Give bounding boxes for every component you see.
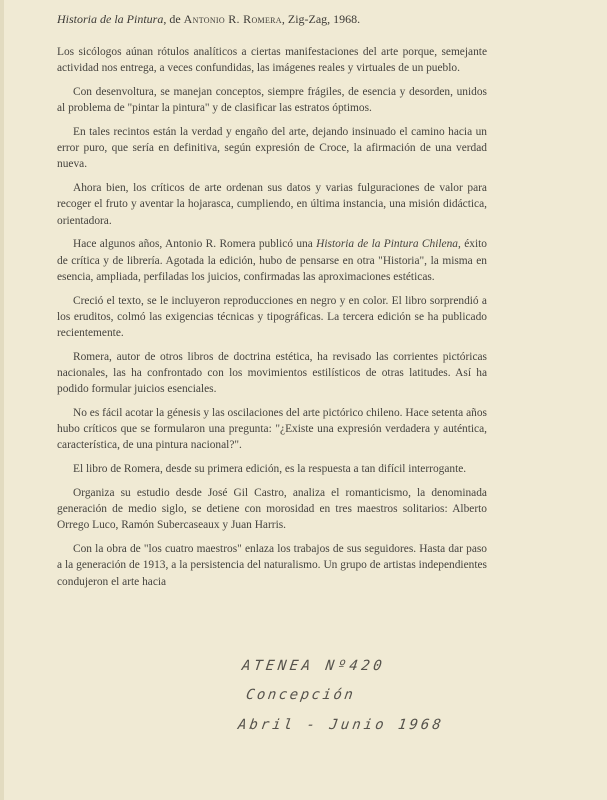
paragraph-5-title: Historia de la Pintura Chilena: [316, 238, 459, 251]
paragraph-3: En tales recintos están la verdad y engaño del arte, dejando insinuado el camino hacia un error puro, que sería en definitiva, según expresión de Croce, la afirmación de una verdad nueva.: [57, 126, 487, 171]
paragraph-4: Ahora bien, los críticos de arte ordenan sus datos y varias fulguraciones de valor para recoger el fruto y aventar la hojarasca, cumpliendo, en última instancia, una misión didáctica, orientadora.: [57, 182, 487, 227]
book-author: Antonio R. Romera: [183, 12, 282, 26]
handwritten-annotation: [236, 658, 496, 733]
annotation-date: Abril - Junio 1968: [236, 717, 445, 733]
paragraph-5: [57, 236, 487, 285]
annotation-journal: ATENEA Nº420: [240, 658, 387, 674]
publisher-year: , Zig-Zag, 1968.: [281, 12, 361, 26]
book-title: Historia de la Pintura: [57, 12, 164, 26]
paragraph-11: Con la obra de "los cuatro maestros" enlaza los trabajos de sus seguidores. Hasta dar paso a la generación de 1913, a la persistencia del naturalismo. Un grupo de artistas independientes condujeron el arte hacia: [57, 543, 487, 588]
paragraph-1: Los sicólogos aúnan rótulos analíticos a ciertas manifestaciones del arte porque, semejante actividad nos entrega, a veces confundidas, las imágenes reales y virtuales de un pueblo.: [57, 46, 487, 75]
annotation-city: Concepción: [244, 687, 357, 703]
paragraph-5-before: Hace algunos años, Antonio R. Romera publicó una: [73, 238, 317, 251]
paragraph-2: Con desenvoltura, se manejan conceptos, siempre frágiles, de esencia y desorden, unidos al problema de "pintar la pintura" y de clasificar las estratos óptimos.: [57, 86, 487, 115]
citation-header: [57, 12, 557, 27]
paragraph-7: Romera, autor de otros libros de doctrina estética, ha revisado las corrientes pictóricas nacionales, las ha confrontado con los movimientos estilísticos de otras latitudes. Así ha podido formular juicios esenciales.: [57, 350, 487, 396]
paragraph-9: El libro de Romera, desde su primera edición, es la respuesta a tan difícil interrogante.: [73, 463, 467, 476]
paragraph-8: No es fácil acotar la génesis y las oscilaciones del arte pictórico chileno. Hace setenta años hubo críticos que se formularon una pregunta: "¿Existe una expresión verdadera y auténtica, característica, de una pintura nacional?".: [57, 407, 487, 452]
page-edge-shadow: [0, 0, 4, 800]
review-body: [57, 44, 487, 597]
paragraph-5-after: , éxito de crítica y de librería. Agotada la edición, hubo de pensarse en otra "Historia", la misma en esencia, ampliada, perfiladas los juicios, confirmadas las aproximaciones estéticas.: [57, 238, 487, 283]
citation-sep: , de: [163, 12, 184, 26]
paragraph-10: Organiza su estudio desde José Gil Castro, analiza el romanticismo, la denominada generación de medio siglo, se detiene con morosidad en tres maestros solitarios: Alberto Orrego Luco, Ramón Subercaseaux y Juan Harris.: [57, 487, 487, 532]
paragraph-6: Creció el texto, se le incluyeron reproducciones en negro y en color. El libro sorprendió a los eruditos, colmó las exigencias técnicas y tipográficas. La tercera edición se ha publicado recientemente.: [57, 294, 487, 340]
